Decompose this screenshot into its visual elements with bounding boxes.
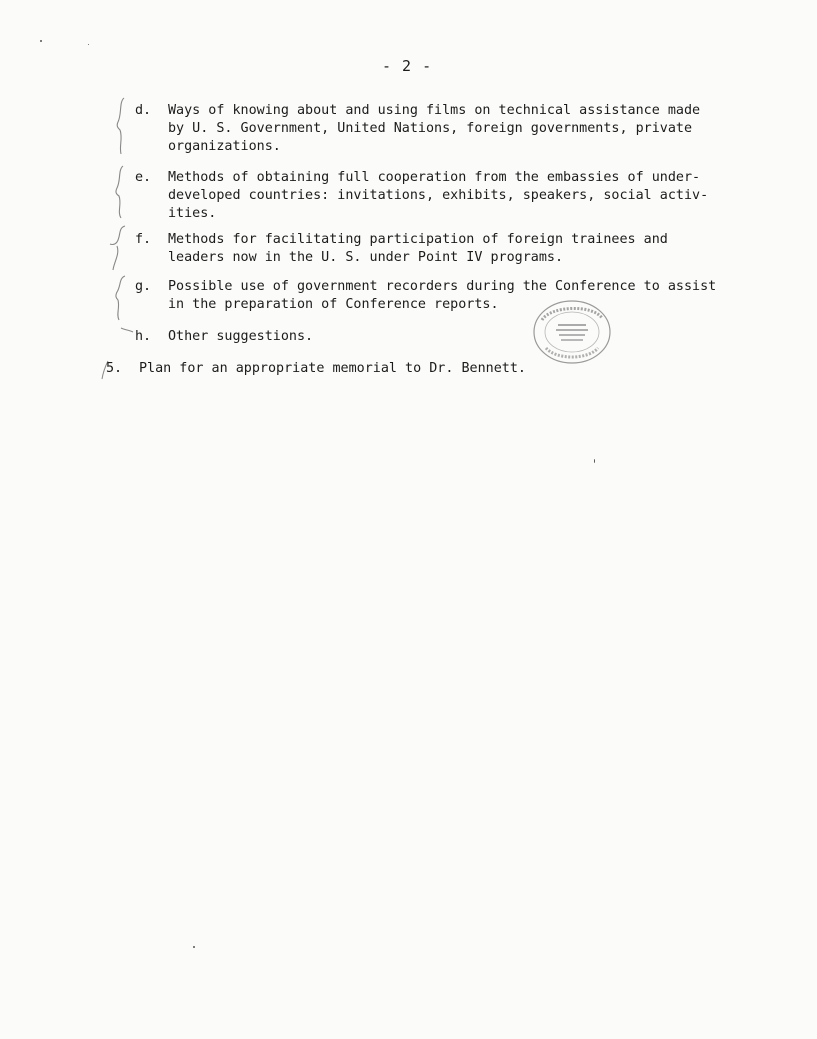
mark-h bbox=[120, 326, 134, 334]
page-number: - 2 - bbox=[382, 57, 433, 75]
item-text: Plan for an appropriate memorial to Dr. Bennett. bbox=[139, 361, 526, 376]
item-text: Methods of obtaining full cooperation from the embassies of under- developed countries: invitations, exhibits, speakers, social activ- ities. bbox=[168, 170, 709, 221]
bracket-g bbox=[110, 274, 128, 322]
bracket-d bbox=[114, 96, 128, 156]
archive-stamp bbox=[530, 298, 614, 366]
item-letter: f. bbox=[135, 232, 152, 247]
item-letter: h. bbox=[135, 329, 152, 344]
item-text: Possible use of government recorders during the Conference to assist in the preparation of Conference reports. bbox=[168, 279, 717, 312]
item-text: Ways of knowing about and using films on technical assistance made by U. S. Government, United Nations, foreign governments, private organizations. bbox=[168, 103, 701, 154]
item-text: Other suggestions. bbox=[168, 329, 314, 344]
item-number: 5. bbox=[106, 361, 123, 376]
bracket-f bbox=[108, 224, 128, 272]
item-letter: e. bbox=[135, 170, 152, 185]
item-letter: d. bbox=[135, 103, 152, 118]
bracket-e bbox=[112, 164, 126, 220]
item-letter: g. bbox=[135, 279, 152, 294]
item-text: Methods for facilitating participation of foreign trainees and leaders now in the U. S. under Point IV programs. bbox=[168, 232, 668, 265]
